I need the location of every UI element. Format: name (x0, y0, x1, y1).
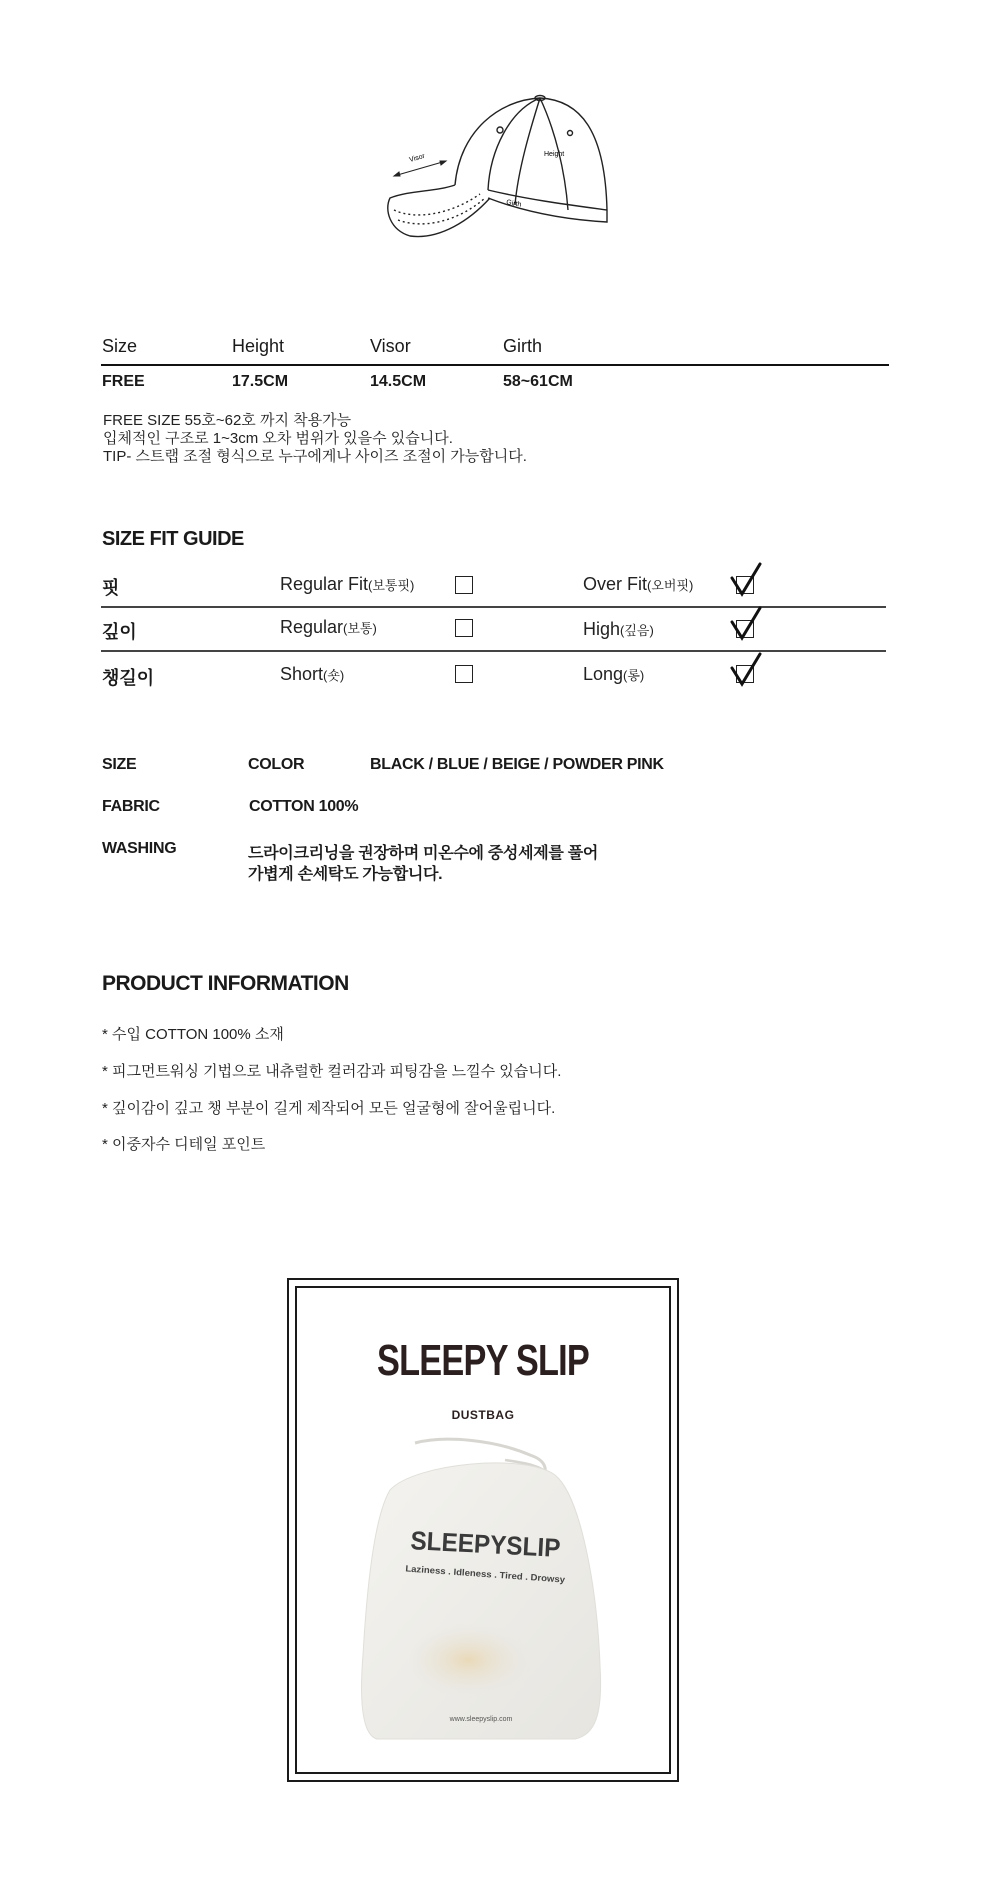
depth-option-high: High(깊음) (583, 619, 654, 639)
header-visor: Visor (370, 336, 411, 356)
spec-washing-line-1: 드라이크리닝을 권장하며 미온수에 중성세제를 풀어 (248, 845, 599, 862)
spec-fabric-value: COTTON 100% (249, 798, 359, 815)
dustbag-label: DUSTBAG (451, 1408, 515, 1422)
height-label: Height (544, 151, 565, 158)
value-girth: 58~61CM (503, 373, 573, 390)
brim-checkbox-short[interactable] (455, 665, 473, 683)
spec-color-value: BLACK / BLUE / BEIGE / POWDER PINK (370, 756, 664, 773)
brim-option-long: Long(롱) (583, 664, 645, 684)
checkmark-icon (728, 650, 764, 692)
bag-brand-text: SLEEPYSLIP (409, 1525, 572, 1564)
visor-label: Visor (408, 152, 426, 164)
fit-row-label: 핏 (102, 578, 120, 598)
brim-option-short: Short(숏) (280, 664, 345, 684)
cap-size-diagram (380, 90, 620, 250)
header-size: Size (102, 336, 138, 356)
spec-washing-key: WASHING (102, 840, 177, 857)
value-visor: 14.5CM (370, 373, 427, 390)
fit-option-regular: Regular Fit(보통핏) (280, 574, 415, 594)
size-note-3: TIP- 스트랩 조절 형식으로 누구에게나 사이즈 조절이 가능합니다. (103, 448, 527, 465)
size-note-1: FREE SIZE 55호~62호 까지 착용가능 (103, 412, 352, 429)
girth-label: Girth (505, 199, 522, 209)
fit-option-over: Over Fit(오버핏) (583, 574, 694, 594)
fit-guide-title: SIZE FIT GUIDE (102, 528, 244, 550)
product-info-item: * 이중자수 디테일 포인트 (102, 1136, 266, 1153)
value-size: FREE (102, 373, 145, 390)
spec-size-key: SIZE (102, 756, 137, 773)
brand-logo-text: SLEEPY SLIP (376, 1336, 590, 1385)
fit-checkbox-regular[interactable] (455, 576, 473, 594)
depth-row-label: 깊이 (102, 622, 137, 642)
header-height: Height (232, 336, 285, 356)
value-height: 17.5CM (232, 373, 289, 390)
product-info-item: * 깊이감이 깊고 챙 부분이 길게 제작되어 모든 얼굴형에 잘어울립니다. (102, 1100, 556, 1117)
product-info-title: PRODUCT INFORMATION (102, 972, 349, 995)
product-info-item: * 수입 COTTON 100% 소재 (102, 1026, 284, 1043)
header-girth: Girth (503, 336, 543, 356)
depth-checkbox-regular[interactable] (455, 619, 473, 637)
brim-row-label: 챙길이 (102, 668, 155, 688)
checkmark-icon (728, 604, 764, 646)
product-info-item: * 피그먼트워싱 기법으로 내츄럴한 컬러감과 피팅감을 느낄수 있습니다. (102, 1063, 562, 1080)
bag-tagline-text: Laziness . Idleness . Tired . Drowsy (405, 1563, 557, 1584)
depth-option-regular: Regular(보통) (280, 617, 377, 637)
table-divider (101, 364, 889, 366)
checkmark-icon (728, 560, 764, 602)
fit-divider (101, 606, 886, 608)
spec-washing-line-2: 가볍게 손세탁도 가능합니다. (248, 866, 443, 883)
dustbag-photo (355, 1435, 615, 1745)
size-note-2: 입체적인 구조로 1~3cm 오차 범위가 있을수 있습니다. (103, 430, 453, 447)
bag-url-text: www.sleepyslip.com (449, 1716, 513, 1723)
spec-color-key: COLOR (248, 756, 305, 773)
depth-divider (101, 650, 886, 652)
spec-fabric-key: FABRIC (102, 798, 160, 815)
